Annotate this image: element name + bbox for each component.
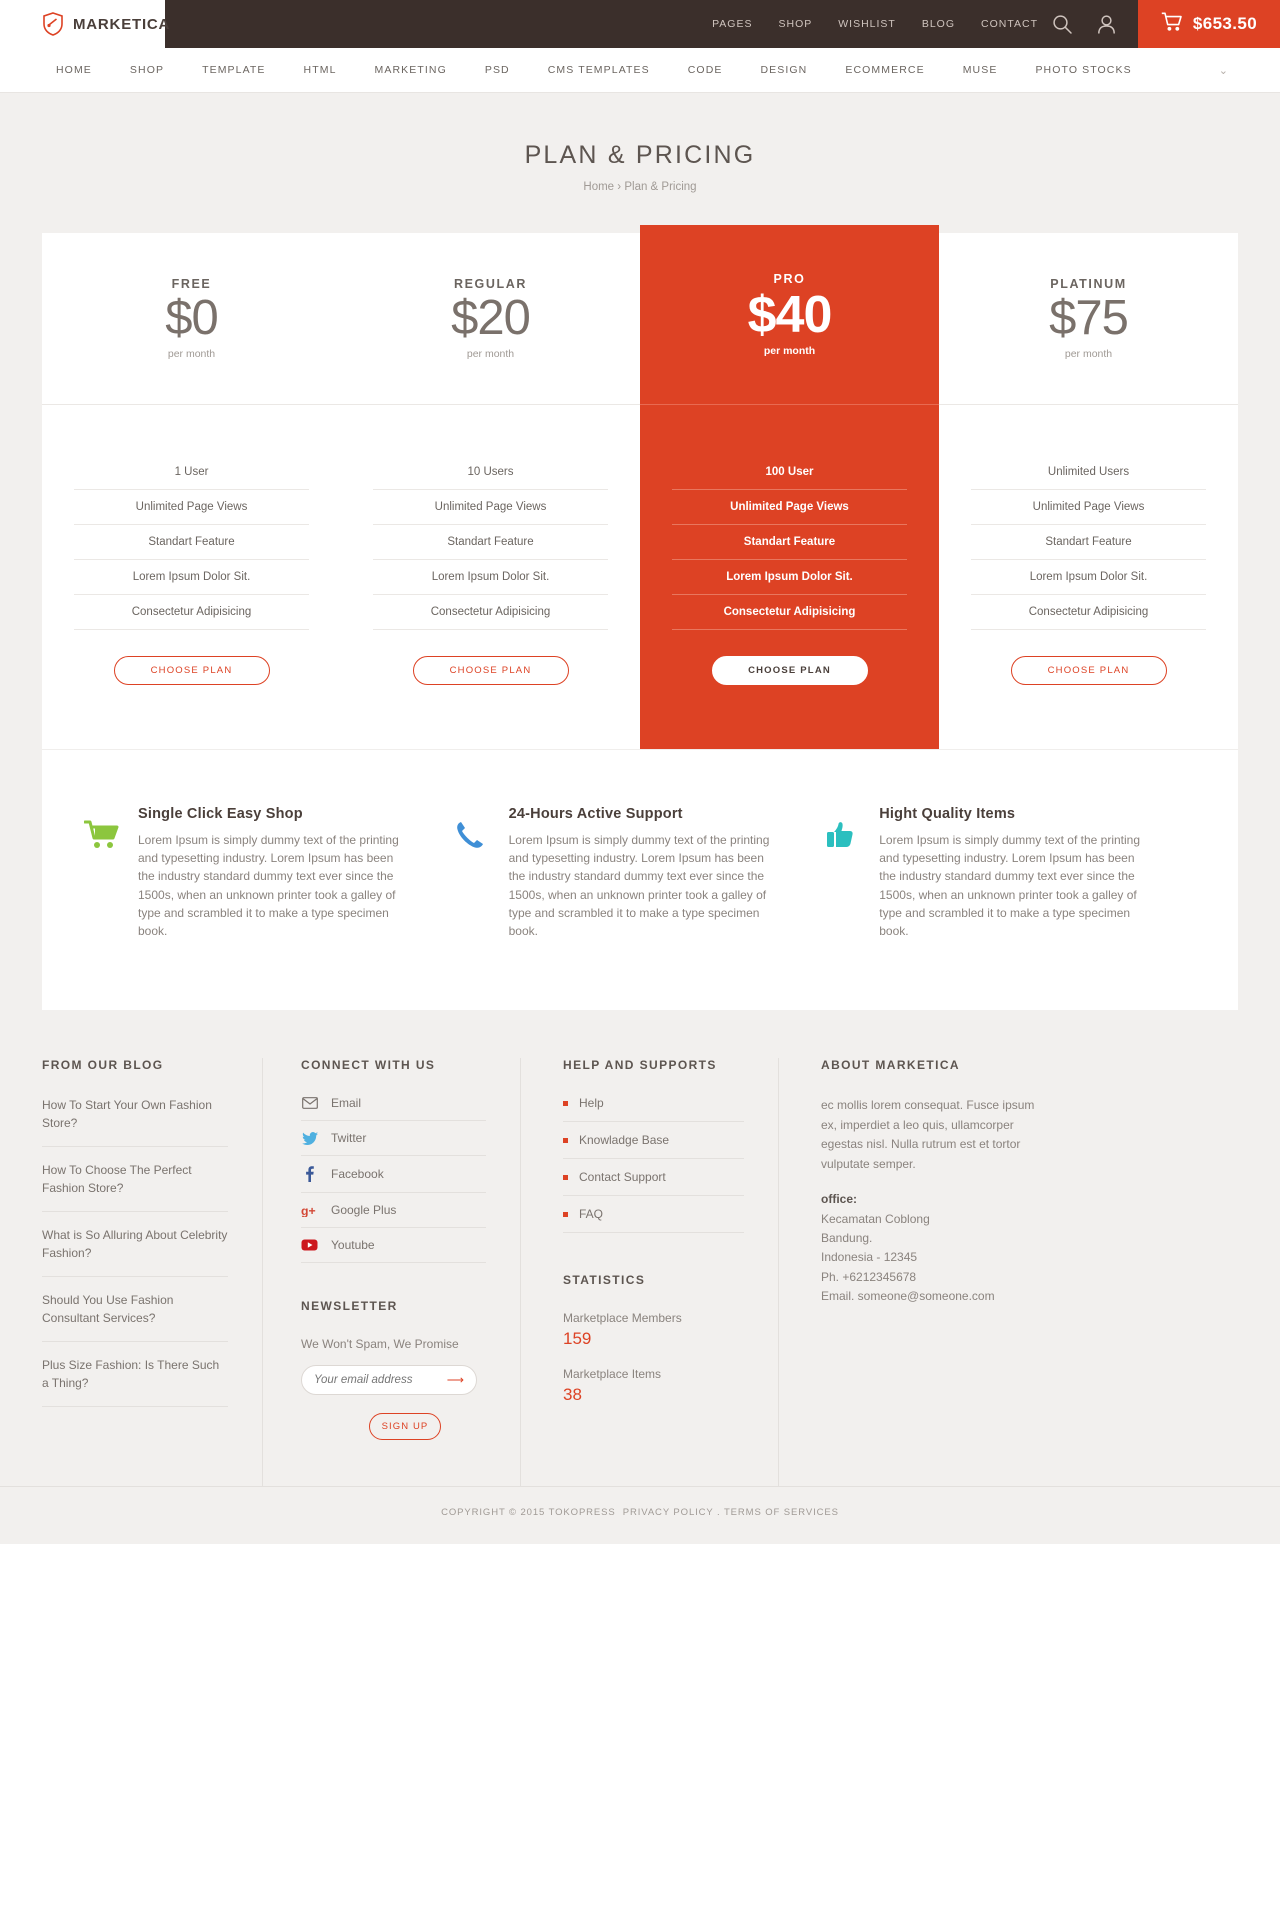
bullet-icon [563, 1175, 568, 1180]
help-link-knowledge-base[interactable] [563, 1133, 744, 1159]
plan-feature: 1 User [74, 455, 309, 490]
help-label: Contact Support [579, 1170, 666, 1185]
about-office-line: Email. someone@someone.com [821, 1289, 995, 1304]
footer-heading-blog: FROM OUR BLOG [42, 1058, 164, 1073]
copyright-bar [0, 1486, 1280, 1544]
choose-plan-button-pro[interactable]: CHOOSE PLAN [712, 656, 868, 685]
choose-plan-button-platinum[interactable]: CHOOSE PLAN [1011, 656, 1167, 685]
send-arrow-icon[interactable]: ⟶ [446, 1373, 464, 1388]
logo-text: MARKETICA [73, 15, 171, 33]
copyright-text: COPYRIGHT © 2015 TOKOPRESS [441, 1507, 616, 1519]
features-section [42, 749, 1238, 1010]
about-office-line: Ph. +6212345678 [821, 1269, 917, 1284]
plan-name: PRO [773, 271, 806, 286]
feature-24-hours-active-support [455, 806, 826, 940]
plan-feature: Unlimited Page Views [373, 490, 608, 525]
top-navigation [165, 0, 1052, 48]
plan-name: REGULAR [453, 277, 527, 292]
plan-features [42, 405, 341, 725]
plan-header [640, 225, 939, 405]
plan-feature: Standart Feature [373, 525, 608, 560]
newsletter-subtitle: We Won't Spam, We Promise [301, 1337, 459, 1352]
about-office-line: Kecamatan Coblong [821, 1211, 930, 1226]
about-office-label: office: [821, 1192, 857, 1207]
svg-text:g+: g+ [301, 1203, 316, 1217]
plan-feature: Lorem Ipsum Dolor Sit. [74, 560, 309, 595]
social-label: Facebook [331, 1167, 384, 1182]
footer-blog-link[interactable]: How To Start Your Own Fashion Store? [42, 1096, 228, 1147]
feature-description: Lorem Ipsum is simply dummy text of the printing and typesetting industry. Lorem Ipsum has been the industry standard dummy text ever since the 1500s, when an unknown printer took a galley of type and scrambled it to make a type specimen book. [508, 833, 770, 939]
plan-feature: Unlimited Page Views [672, 490, 907, 525]
social-link-twitter[interactable] [301, 1131, 486, 1156]
footer-blog-link[interactable]: How To Choose The Perfect Fashion Store? [42, 1161, 228, 1212]
plan-feature: Consectetur Adipisicing [373, 595, 608, 630]
about-description: ec mollis lorem consequat. Fusce ipsum ex, imperdiet a leo quis, ullamcorper egestas nisl. Nulla rutrum est et tortor vulputate semper. [821, 1098, 1035, 1171]
topnav-item-blog[interactable]: BLOG [921, 18, 956, 30]
plan-feature: Consectetur Adipisicing [672, 595, 907, 630]
social-label: Youtube [331, 1238, 375, 1253]
plan-feature: Consectetur Adipisicing [971, 595, 1206, 630]
newsletter-field[interactable] [301, 1365, 477, 1395]
footer-column-about [778, 1058, 1078, 1486]
feature-description: Lorem Ipsum is simply dummy text of the printing and typesetting industry. Lorem Ipsum has been the industry standard dummy text ever since the 1500s, when an unknown printer took a galley of type and scrambled it to make a type specimen book. [879, 833, 1141, 939]
pricing-plan-regular [341, 233, 640, 749]
footer-heading-statistics: STATISTICS [563, 1273, 646, 1288]
stat-value: 38 [563, 1385, 582, 1405]
footer-column-blog [0, 1058, 262, 1486]
plan-features [939, 405, 1238, 725]
twitter-icon [301, 1132, 318, 1145]
cart-total: $653.50 [1192, 14, 1258, 33]
nav-item-code[interactable]: CODE [687, 64, 723, 76]
footer-column-connect [262, 1058, 520, 1486]
plan-feature: Unlimited Page Views [74, 490, 309, 525]
stat-label: Marketplace Members [563, 1311, 682, 1326]
plan-feature: 100 User [672, 455, 907, 490]
nav-item-cms-templates[interactable]: CMS TEMPLATES [547, 64, 650, 76]
nav-item-home[interactable]: HOME [56, 64, 92, 76]
feature-description: Lorem Ipsum is simply dummy text of the printing and typesetting industry. Lorem Ipsum has been the industry standard dummy text ever since the 1500s, when an unknown printer took a galley of type and scrambled it to make a type specimen book. [138, 833, 399, 939]
main-navigation [0, 48, 1280, 93]
topnav-item-shop[interactable]: SHOP [778, 18, 813, 30]
nav-item-template[interactable]: TEMPLATE [202, 64, 266, 76]
topnav-item-pages[interactable]: PAGES [712, 18, 753, 30]
privacy-policy-link[interactable]: PRIVACY POLICY [622, 1507, 714, 1519]
plan-cta-wrapper [971, 630, 1206, 725]
choose-plan-button-free[interactable]: CHOOSE PLAN [114, 656, 270, 685]
search-icon[interactable] [1052, 14, 1073, 35]
help-link-faq[interactable] [563, 1207, 744, 1233]
page-title: PLAN & PRICING [524, 141, 756, 169]
footer-heading-help: HELP AND SUPPORTS [563, 1058, 717, 1073]
top-icon-group [1052, 0, 1138, 48]
footer [0, 1010, 1280, 1486]
plan-feature: Standart Feature [672, 525, 907, 560]
copyright-separator: . [717, 1507, 721, 1519]
logo[interactable] [0, 0, 171, 48]
bullet-icon [563, 1101, 568, 1106]
pricing-card-area [42, 233, 1238, 1010]
plan-name: PLATINUM [1050, 277, 1127, 292]
plan-feature: Lorem Ipsum Dolor Sit. [971, 560, 1206, 595]
plan-feature: Standart Feature [971, 525, 1206, 560]
plan-feature: Consectetur Adipisicing [74, 595, 309, 630]
plan-feature: 10 Users [373, 455, 608, 490]
nav-item-ecommerce[interactable]: ECOMMERCE [845, 64, 925, 76]
plan-period: per month [763, 345, 816, 358]
breadcrumb [0, 181, 1280, 193]
help-label: Knowladge Base [579, 1133, 670, 1148]
phone-icon [455, 806, 495, 940]
nav-item-shop[interactable]: SHOP [129, 64, 165, 76]
feature-text-block [138, 806, 413, 940]
footer-heading-newsletter: NEWSLETTER [301, 1299, 398, 1314]
cart-icon [1161, 12, 1183, 37]
feature-title: 24-Hours Active Support [508, 806, 683, 822]
plan-features [640, 405, 939, 749]
footer-heading-connect: CONNECT WITH US [301, 1058, 436, 1073]
plan-period: per month [466, 347, 515, 360]
feature-hight-quality-items [825, 806, 1196, 940]
stat-label: Marketplace Items [563, 1367, 662, 1382]
choose-plan-button-regular[interactable]: CHOOSE PLAN [413, 656, 569, 685]
plan-period: per month [167, 347, 216, 360]
chevron-down-icon[interactable]: ⌄ [1218, 64, 1228, 77]
footer-column-help [520, 1058, 778, 1486]
top-bar [0, 0, 1280, 48]
help-label: FAQ [579, 1207, 604, 1222]
nav-item-photo-stocks[interactable]: PHOTO STOCKS [1035, 64, 1132, 76]
breadcrumb-separator: › [617, 181, 622, 193]
plan-name: FREE [171, 277, 212, 292]
social-label: Email [331, 1096, 362, 1111]
plan-feature: Unlimited Users [971, 455, 1206, 490]
social-link-google-plus[interactable] [301, 1203, 486, 1228]
youtube-icon [301, 1239, 318, 1251]
plan-features [341, 405, 640, 725]
feature-title: Hight Quality Items [879, 806, 1016, 822]
google-plus-icon [301, 1204, 318, 1217]
pricing-plan-platinum [939, 233, 1238, 749]
plan-header [939, 233, 1238, 405]
social-label: Twitter [331, 1131, 367, 1146]
pricing-plan-pro [640, 225, 939, 749]
feature-title: Single Click Easy Shop [138, 806, 303, 822]
newsletter-signup-button[interactable]: SIGN UP [369, 1413, 441, 1440]
footer-blog-link[interactable]: Should You Use Fashion Consultant Services? [42, 1291, 228, 1342]
footer-blog-link[interactable]: Plus Size Fashion: Is There Such a Thing? [42, 1356, 228, 1407]
help-label: Help [579, 1096, 604, 1111]
about-office-block [821, 1190, 1044, 1307]
page-header [0, 93, 1280, 233]
plan-feature: Unlimited Page Views [971, 490, 1206, 525]
pricing-table [42, 233, 1238, 749]
bullet-icon [563, 1138, 568, 1143]
breadcrumb-home[interactable]: Home [583, 181, 615, 193]
plan-cta-wrapper [672, 630, 907, 749]
social-link-facebook[interactable] [301, 1166, 486, 1193]
shopping-cart-icon [84, 806, 124, 940]
stat-value: 159 [563, 1329, 592, 1349]
nav-item-html[interactable]: HTML [303, 64, 337, 76]
newsletter-email-input[interactable] [314, 1374, 454, 1386]
help-link-help[interactable] [563, 1096, 744, 1122]
footer-blog-link[interactable]: What is So Alluring About Celebrity Fashion? [42, 1226, 228, 1277]
cart-button[interactable] [1138, 0, 1280, 48]
feature-text-block [509, 806, 784, 940]
plan-header [42, 233, 341, 405]
plan-price: $0 [165, 291, 218, 346]
user-account-icon[interactable] [1097, 14, 1116, 35]
topnav-item-wishlist[interactable]: WISHLIST [838, 18, 896, 30]
plan-feature: Standart Feature [74, 525, 309, 560]
pricing-plan-free [42, 233, 341, 749]
nav-item-design[interactable]: DESIGN [760, 64, 808, 76]
thumbs-up-icon [825, 806, 865, 940]
plan-period: per month [1064, 347, 1113, 360]
content-wrapper [0, 233, 1280, 1010]
plan-header [341, 233, 640, 405]
facebook-icon [301, 1166, 318, 1182]
help-link-contact-support[interactable] [563, 1170, 744, 1196]
breadcrumb-current: Plan & Pricing [624, 181, 697, 193]
plan-price: $20 [451, 291, 530, 346]
nav-item-psd[interactable]: PSD [484, 64, 510, 76]
about-office-line: Bandung. [821, 1231, 873, 1246]
plan-cta-wrapper [373, 630, 608, 725]
social-link-youtube[interactable] [301, 1238, 486, 1263]
footer-heading-about: ABOUT MARKETICA [821, 1058, 960, 1073]
bullet-icon [563, 1212, 568, 1217]
terms-of-services-link[interactable]: TERMS OF SERVICES [723, 1507, 839, 1519]
plan-cta-wrapper [74, 630, 309, 725]
nav-item-marketing[interactable]: MARKETING [374, 64, 447, 76]
nav-item-muse[interactable]: MUSE [962, 64, 998, 76]
social-link-email[interactable] [301, 1096, 486, 1121]
email-icon [301, 1097, 318, 1109]
plan-feature: Lorem Ipsum Dolor Sit. [373, 560, 608, 595]
topnav-item-contact[interactable]: CONTACT [981, 18, 1038, 30]
plan-price: $75 [1049, 291, 1128, 346]
plan-price: $40 [747, 285, 832, 344]
plan-feature: Lorem Ipsum Dolor Sit. [672, 560, 907, 595]
feature-single-click-easy-shop [84, 806, 455, 940]
about-office-line: Indonesia - 12345 [821, 1250, 918, 1265]
shield-logo-icon [42, 12, 64, 36]
feature-text-block [879, 806, 1154, 940]
social-label: Google Plus [331, 1203, 397, 1218]
